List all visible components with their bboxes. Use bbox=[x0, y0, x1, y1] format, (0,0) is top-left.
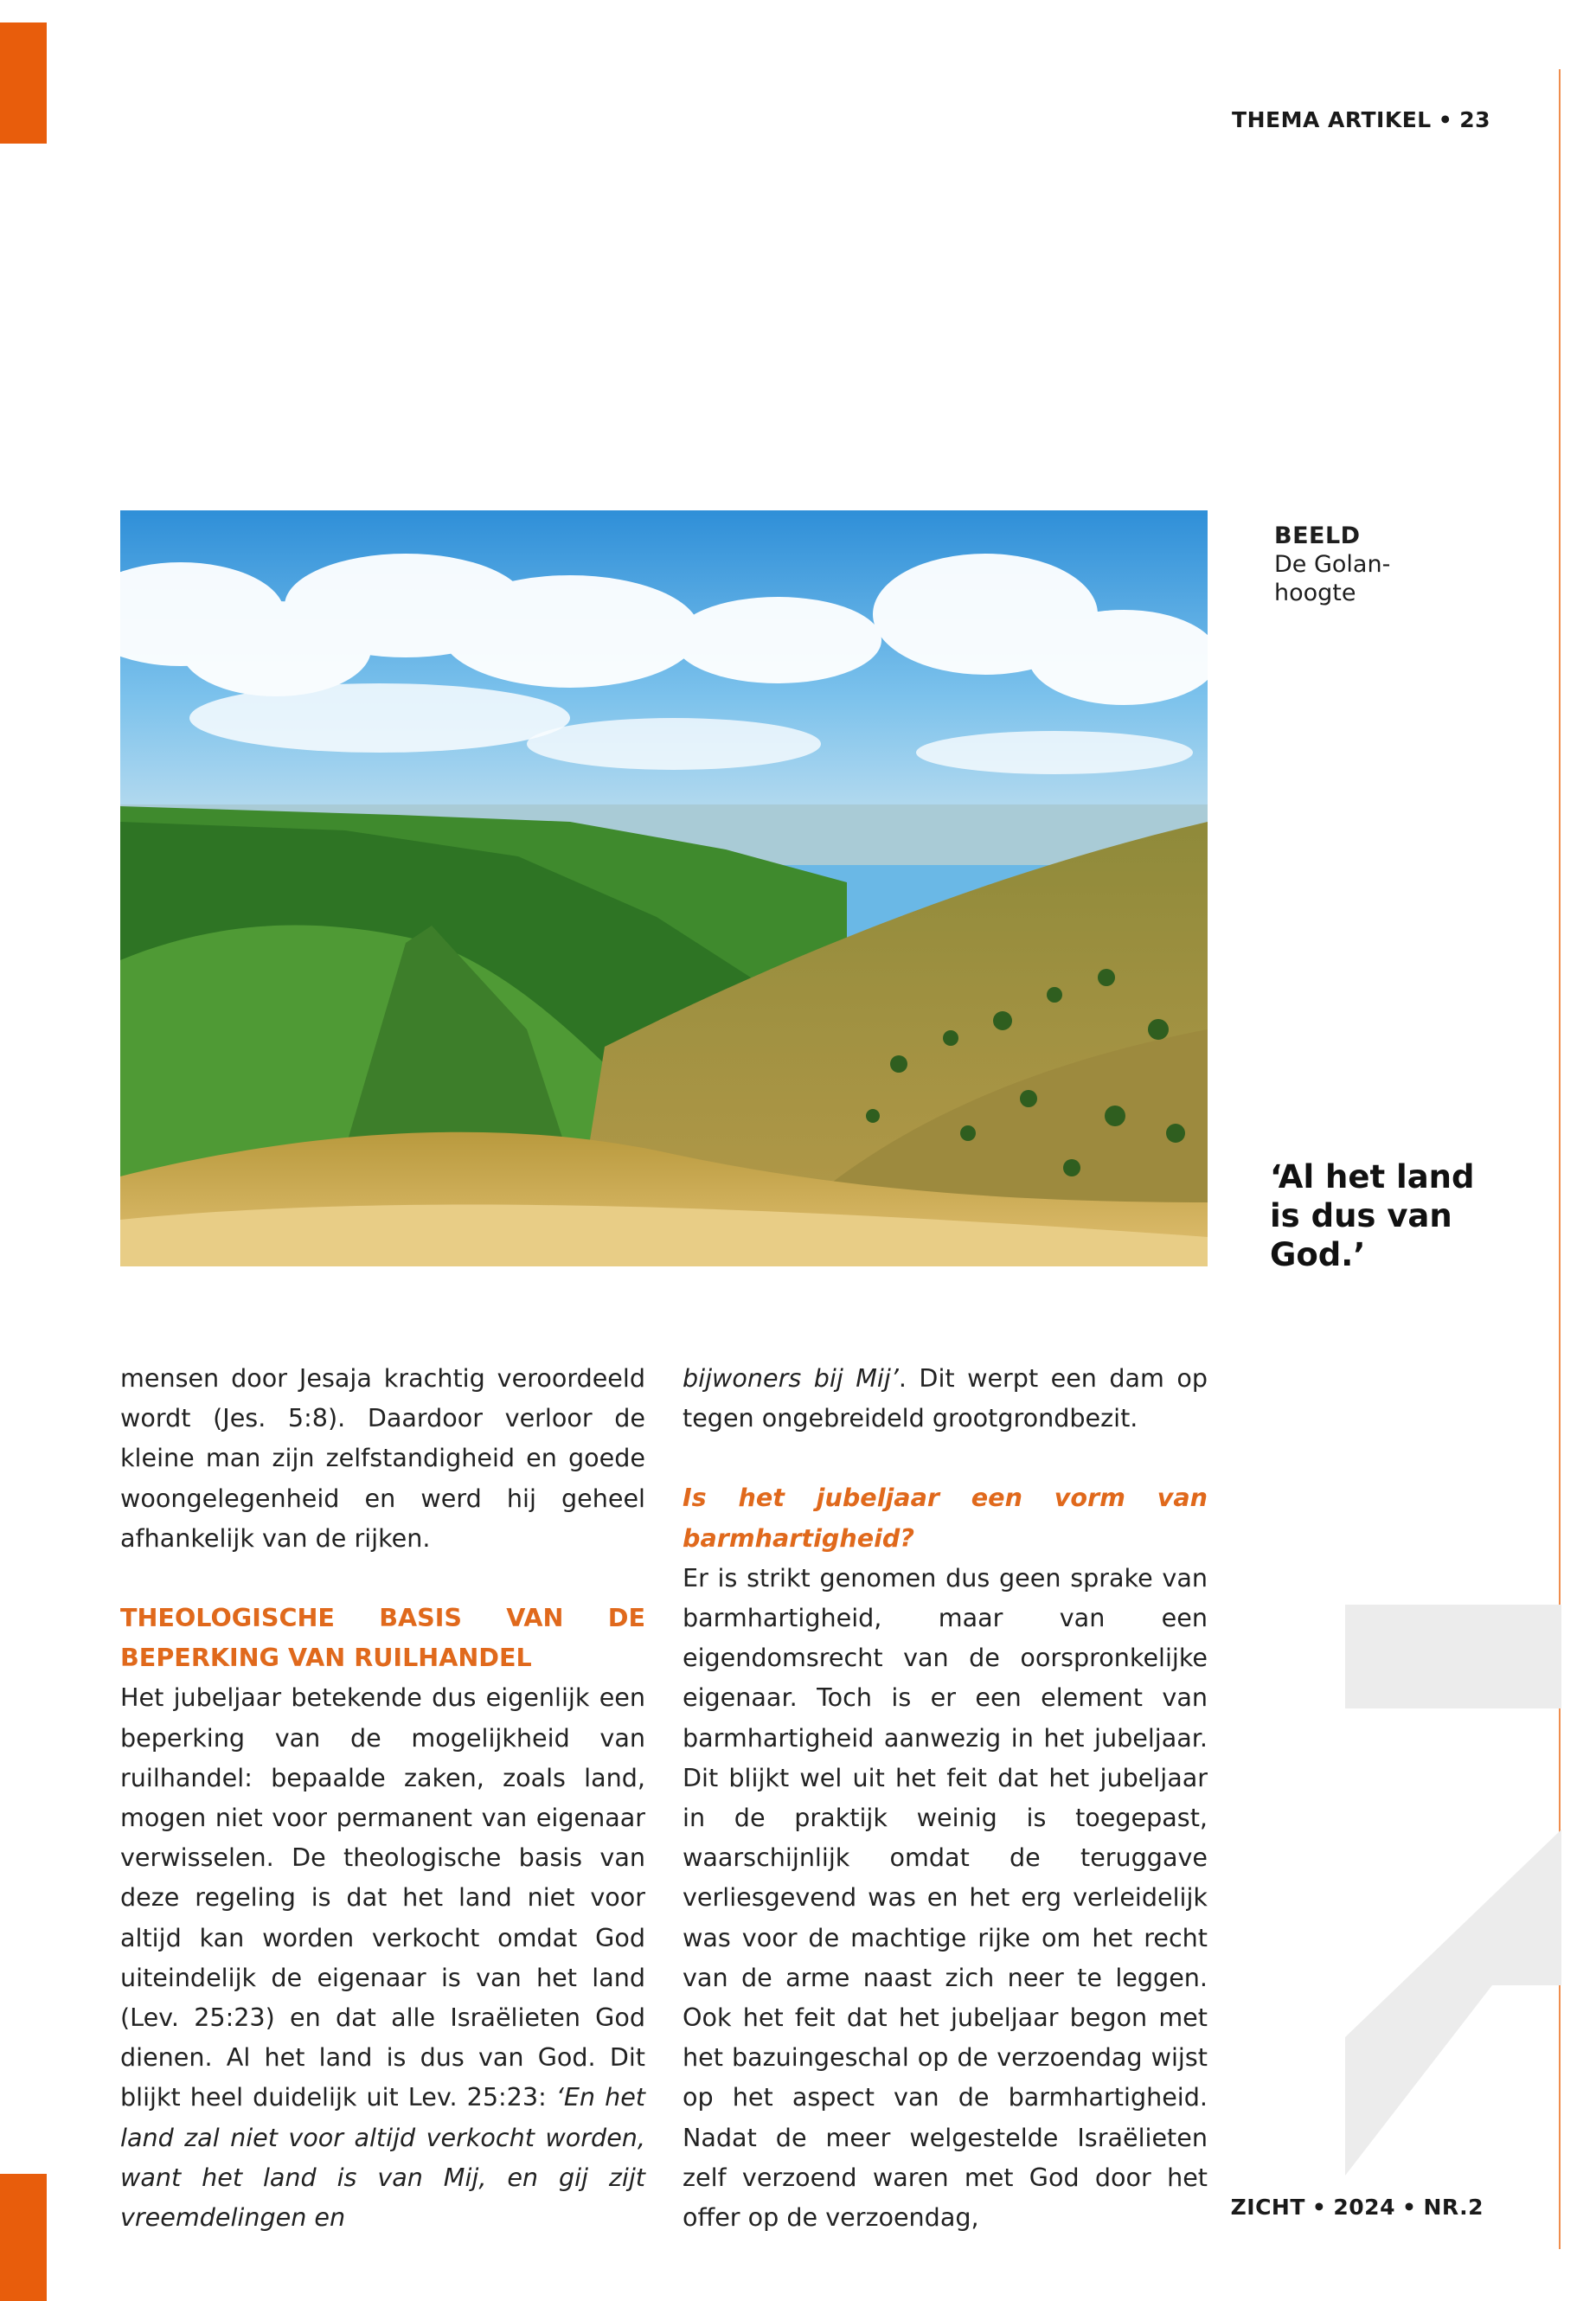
scripture-quote: bijwoners bij Mij’ bbox=[683, 1363, 899, 1393]
text-column-left bbox=[120, 1358, 645, 2237]
caption-label: BEELD bbox=[1274, 522, 1361, 549]
footer-separator: • bbox=[1401, 2195, 1417, 2220]
decorative-numeral bbox=[1345, 1605, 1561, 2176]
magazine-name: ZICHT bbox=[1230, 2195, 1305, 2220]
section-heading: Is het jubeljaar een vorm van barmhartigheid? bbox=[683, 1483, 1208, 1553]
section-heading: THEOLOGISCHE BASIS VAN DE BEPERKING VAN RUILHANDEL bbox=[120, 1603, 645, 1673]
paragraph bbox=[120, 1677, 645, 2237]
running-footer bbox=[1231, 2195, 1484, 2220]
pull-quote bbox=[1270, 1157, 1495, 1274]
text-column-right bbox=[683, 1358, 1208, 2237]
paragraph-text: . Dit werpt een dam op tegen ongebreideld grootgrondbezit. bbox=[683, 1363, 1208, 1433]
orange-edge-tab-top bbox=[0, 22, 47, 144]
landscape-photo bbox=[120, 510, 1208, 1266]
caption-line-1: De Golan- bbox=[1274, 551, 1391, 578]
pull-quote-line-1: ‘Al het land bbox=[1270, 1158, 1475, 1195]
issue-number: NR.2 bbox=[1423, 2195, 1484, 2220]
paragraph-text: Het jubeljaar betekende dus eigenlijk een beperking van de mogelijkheid van ruilhandel: bepaalde zaken, zoals land, mogen niet voor permanent van eigenaar verwisselen. De theologische basis van deze regeling is dat het land niet voor altijd kan worden verkocht omdat God uiteindelijk de eigenaar is van het land (Lev. 25:23) en dat alle Israëlieten God dienen. Al het land is dus van God. Dit blijkt heel duidelijk uit Lev. 25:23: bbox=[120, 1682, 645, 2112]
page-number: 23 bbox=[1459, 107, 1490, 132]
footer-separator: • bbox=[1311, 2195, 1327, 2220]
pull-quote-line-3: God.’ bbox=[1270, 1236, 1366, 1273]
header-separator: • bbox=[1438, 107, 1453, 132]
header-section: THEMA ARTIKEL bbox=[1232, 107, 1432, 132]
pull-quote-line-2: is dus van bbox=[1270, 1197, 1452, 1234]
scripture-quote: ‘En het land zal niet voor altijd verkocht worden, want het land is van Mij, en gij zijt vreemdelingen en bbox=[120, 2082, 645, 2233]
running-header bbox=[1232, 107, 1490, 132]
issue-year: 2024 bbox=[1333, 2195, 1395, 2220]
paragraph: mensen door Jesaja krachtig veroordeeld wordt (Jes. 5:8). Daardoor verloor de kleine man zijn zelfstandigheid en goede woongelegenheid en werd hij geheel afhankelijk van de rijken. bbox=[120, 1363, 645, 1553]
caption-line-2: hoogte bbox=[1274, 580, 1356, 606]
paragraph: Er is strikt genomen dus geen sprake van barmhartigheid, maar van een eigendomsrecht van de oorspronkelijke eigenaar. Toch is er een element van barmhartigheid aanwezig in het jubeljaar. Dit blijkt wel uit het feit dat het jubeljaar in de praktijk weinig is toegepast, waarschijnlijk omdat de teruggave verliesgevend was en het erg verleidelijk was voor de machtige rijke om het recht van de arme naast zich neer te leggen. Ook het feit dat het jubeljaar begon met het bazuingeschal op de verzoendag wijst op het aspect van de barmhartigheid. Nadat de meer welgestelde Israëlieten zelf verzoend waren met God door het offer op de verzoendag, bbox=[683, 1562, 1208, 2233]
image-caption bbox=[1274, 522, 1390, 607]
orange-edge-tab-bottom bbox=[0, 2174, 47, 2301]
paragraph bbox=[683, 1358, 1208, 1438]
